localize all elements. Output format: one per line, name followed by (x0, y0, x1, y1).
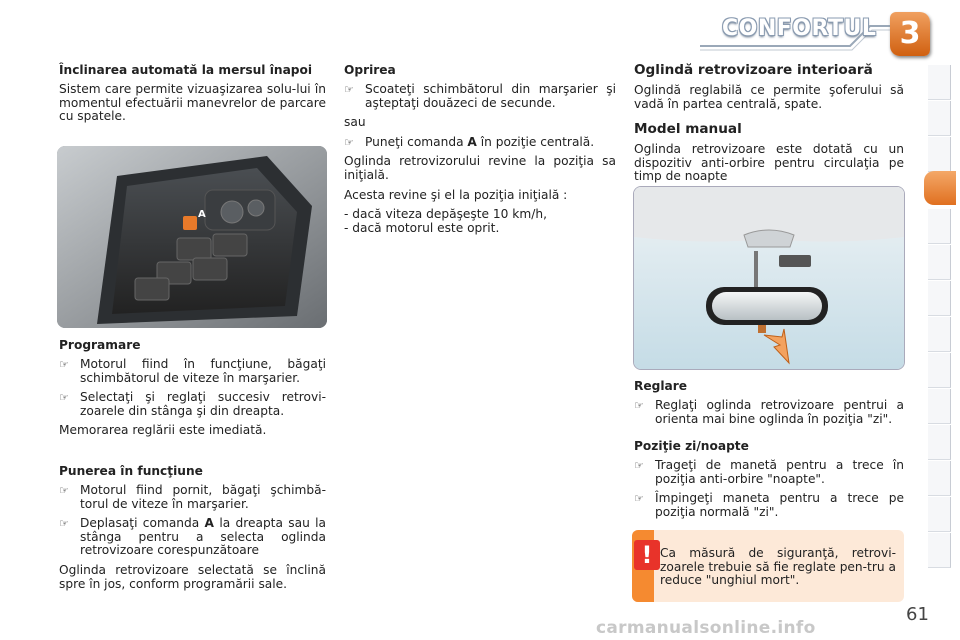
column-3 (634, 62, 904, 190)
punerea-section (59, 464, 326, 597)
chapter-tab[interactable] (928, 281, 951, 316)
chapter-tab[interactable] (928, 101, 951, 136)
bullet-item: ☞ Reglaţi oglinda retrovizoare pentrui a orienta mai bine oglinda în poziţia "zi". (634, 398, 904, 426)
chapter-tab[interactable] (928, 317, 951, 352)
hand-pointer-icon: ☞ (634, 459, 644, 472)
bullet-item: ☞ Împingeţi maneta pentru a trece pe poziţia normală "zi". (634, 491, 904, 519)
hand-pointer-icon: ☞ (634, 492, 644, 506)
warning-exclamation-icon: ! (634, 540, 660, 570)
section-heading: Înclinarea automată la mersul înapoi (59, 63, 313, 77)
section-heading: Punerea în funcţiune (59, 464, 203, 478)
section-heading: Oprirea (344, 63, 396, 77)
chapter-tab[interactable] (928, 137, 951, 172)
chapter-tab-active[interactable] (924, 171, 956, 205)
bullet-item: ☞ Motorul fiind în funcţiune, băgaţi schimbătorul de viteze în marşarier. (59, 357, 326, 385)
hand-pointer-icon: ☞ (59, 358, 69, 371)
chapter-tabs (928, 65, 960, 575)
bullet-item: ☞ Deplasaţi comanda A la dreapta sau la stânga pentru a selecta oglinda retrovizoare corespunzătoare (59, 516, 326, 558)
section-heading: Model manual (634, 121, 742, 138)
warning-text: Ca măsură de siguranţă, retrovi-zoarele trebuie să fie reglate pen-tru a reduce "unghiul mort". (660, 546, 896, 588)
paragraph: sau (344, 115, 366, 130)
programare-section (59, 338, 326, 444)
bullet-item: ☞ Puneţi comanda A în poziţie centrală. (344, 134, 595, 149)
section-heading: Poziţie zi/noapte (634, 439, 749, 453)
section-heading: Programare (59, 338, 141, 352)
bullet-item: ☞ Scoateţi schimbătorul din marşarier şi aşteptaţi douăzeci de secunde. (344, 82, 616, 110)
chapter-tab[interactable] (928, 533, 951, 568)
door-switch-illustration (57, 146, 327, 328)
hand-pointer-icon: ☞ (344, 135, 354, 149)
bullet-item: ☞ Motorul fiind pornit, băgaţi şchimbă-torul de viteze în marşarier. (59, 483, 326, 511)
page-number: 61 (906, 604, 929, 625)
pozitie-section (634, 439, 904, 525)
column-2 (344, 63, 616, 241)
hand-pointer-icon: ☞ (344, 83, 354, 96)
section-heading: Reglare (634, 379, 688, 393)
chapter-tab[interactable] (928, 497, 951, 532)
section-heading: Oglindă retrovizoare interioară (634, 62, 873, 78)
chapter-tab[interactable] (928, 389, 951, 424)
dash-item: - dacă viteza depăşeşte 10 km/h, (344, 207, 547, 222)
chapter-tab[interactable] (928, 461, 951, 496)
column-1 (59, 63, 326, 130)
label-a-marker (183, 216, 197, 230)
paragraph: Sistem care permite vizuaşizarea solu-lui în momentul efectuării manevrelor de parcare cu spatele. (59, 82, 327, 124)
paragraph: Memorarea reglării este imediată. (59, 423, 267, 438)
chapter-header (700, 8, 930, 54)
chapter-tab[interactable] (928, 245, 951, 280)
reglare-section (634, 379, 904, 432)
chapter-number-badge: 3 (890, 12, 930, 56)
chapter-tab[interactable] (928, 65, 951, 100)
mirror-illustration (634, 187, 904, 369)
paragraph: Oglinda retrovizoare selectată se înclină spre în jos, conform programării sale. (59, 562, 326, 591)
hand-pointer-icon: ☞ (59, 484, 69, 497)
dash-item: - dacă motorul este oprit. (344, 220, 500, 235)
watermark: carmanualsonline.info (596, 618, 816, 638)
chapter-tab[interactable] (928, 425, 951, 460)
bullet-item: ☞ Trageţi de manetă pentru a trece în poziţia anti-orbire "noapte". (634, 458, 904, 486)
paragraph: Oglinda retrovizorului revine la poziţia sa iniţială. (344, 154, 616, 182)
hand-pointer-icon: ☞ (59, 517, 69, 531)
bullet-item: ☞ Selectaţi şi reglaţi succesiv retrovi-zoarele din stânga şi din dreapta. (59, 390, 326, 418)
hand-pointer-icon: ☞ (634, 399, 644, 412)
chapter-title: CONFORTUL (722, 16, 877, 41)
chapter-tab[interactable] (928, 353, 951, 388)
warning-box (632, 530, 904, 602)
image-callout-a: A (198, 209, 206, 220)
paragraph: Acesta revine şi el la poziţia iniţială : (344, 187, 568, 202)
door-mirror-switch-image (57, 146, 327, 328)
chapter-tab[interactable] (928, 209, 951, 244)
paragraph: Oglindă reglabilă ce permite şoferului să vadă în partea centrală, spate. (634, 83, 904, 111)
paragraph: Oglinda retrovizoare este dotată cu un dispozitiv anti-orbire pentru circulaţia pe timp de noapte (634, 142, 904, 184)
hand-pointer-icon: ☞ (59, 391, 69, 405)
rearview-mirror-image (633, 186, 905, 370)
